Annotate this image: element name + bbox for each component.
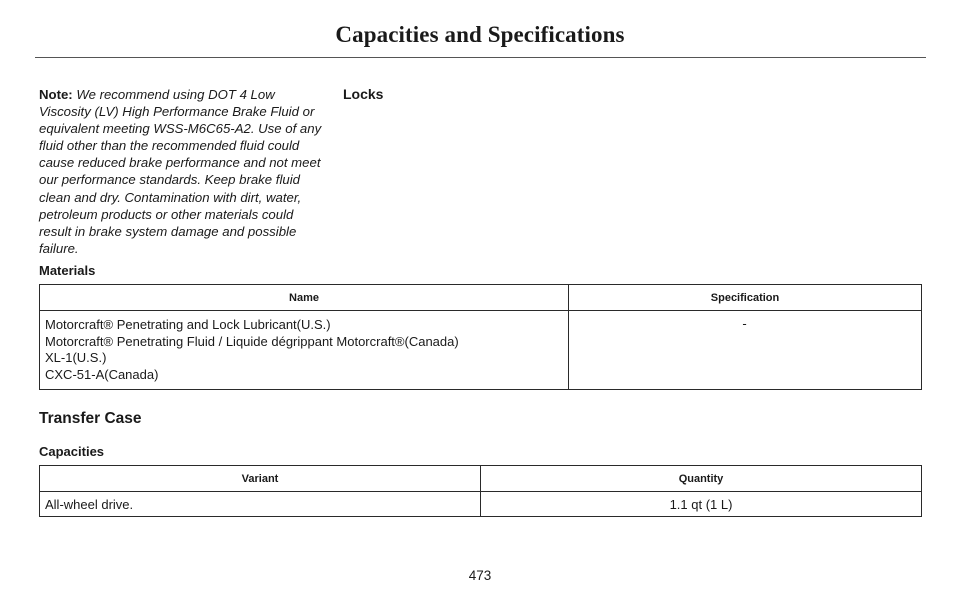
brake-fluid-note [39,86,324,257]
column-header-quantity: Quantity [481,466,922,492]
page-number: 473 [468,568,492,583]
table-header-row [40,285,922,311]
header-divider [35,57,926,58]
material-name-line: CXC-51-A(Canada) [45,366,159,382]
transfer-case-heading: Transfer Case [39,410,142,427]
capacities-table [39,465,922,517]
material-name-line: XL-1(U.S.) [45,350,107,365]
column-header-variant: Variant [40,466,481,492]
materials-table [39,284,922,390]
table-row [40,311,922,390]
table-row [40,492,922,517]
locks-heading: Locks [343,86,384,102]
column-header-specification: Specification [569,285,922,311]
material-name-line: Motorcraft® Penetrating and Lock Lubricant(U.S.) [45,317,331,332]
capacities-label: Capacities [39,444,105,459]
table-header-row [40,466,922,492]
quantity-cell: 1.1 qt (1 L) [481,492,922,517]
material-name-cell [40,311,569,390]
variant-cell: All-wheel drive. [40,492,481,517]
page-title: Capacities and Specifications [335,22,625,47]
material-specification-cell: - [569,311,922,390]
materials-label: Materials [39,263,96,278]
material-name-line: Motorcraft® Penetrating Fluid / Liquide dégrippant Motorcraft®(Canada) [45,333,459,349]
note-label: Note: [39,87,73,102]
column-header-name: Name [40,285,569,311]
note-text: We recommend using DOT 4 Low Viscosity (LV) High Performance Brake Fluid or equivalent meeting WSS-M6C65-A2. Use of any fluid other than the recommended fluid could cause reduced brake performance and not meet our performance standards. Keep brake fluid clean and dry. Contamination with dirt, water, petroleum products or other materials could result in brake system damage and possible failure. [39,87,322,256]
